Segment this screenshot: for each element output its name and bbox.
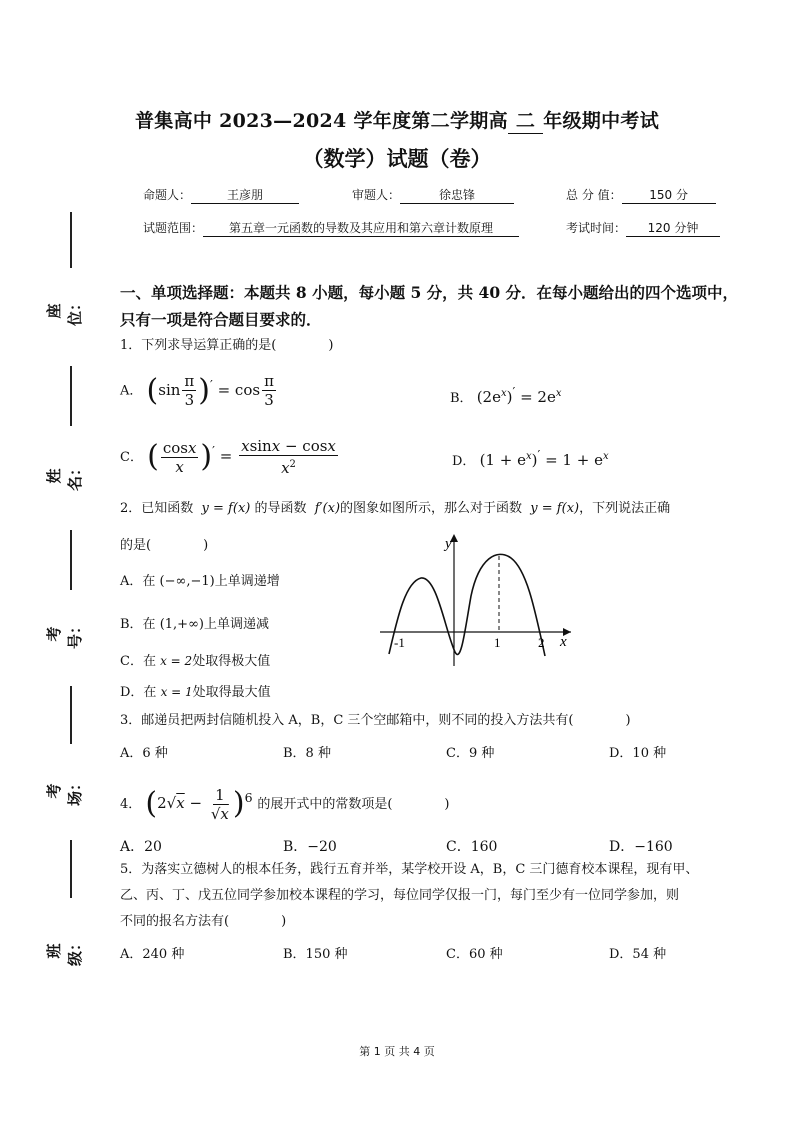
q2-stem-post: ，下列说法正确 xyxy=(579,501,671,516)
q2-a-label: A．在 xyxy=(120,574,156,589)
q1-option-a[interactable] xyxy=(120,372,278,409)
scope-field xyxy=(143,219,519,237)
side-rule xyxy=(70,840,72,898)
q2-stem-pre: 2．已知函数 xyxy=(120,501,194,516)
scope-label: 试题范围： xyxy=(143,221,204,235)
reviewer-value: 徐忠锋 xyxy=(400,186,514,204)
derivative-curve xyxy=(389,554,545,656)
section-heading xyxy=(120,279,740,333)
q2-stem-mid1: 的导函数 xyxy=(254,501,307,516)
q4-expression: (2√x − $\frac{1}{√x}$ )$^6$ xyxy=(145,785,253,823)
q1-c-label: C． xyxy=(120,450,143,465)
scope-value: 第五章一元函数的导数及其应用和第六章计数原理 xyxy=(203,219,519,237)
q2-option-d[interactable] xyxy=(120,681,271,700)
q2-b-label: B．在 xyxy=(120,617,156,632)
q4-option-d[interactable]: D．−160 xyxy=(609,839,673,855)
exam-room-label: 考场： xyxy=(45,776,84,807)
q4-stem-post: 的展开式中的常数项是( ) xyxy=(257,797,450,812)
reviewer-label: 审题人： xyxy=(352,188,401,202)
q1-option-d[interactable] xyxy=(452,447,609,469)
q5-stem xyxy=(120,857,750,935)
q5-line3: 不同的报名方法有( ) xyxy=(120,914,287,929)
seat-label: 座位： xyxy=(45,296,84,327)
exam-title xyxy=(0,106,794,134)
q3-option-b[interactable]: B．8 种 xyxy=(283,746,331,761)
side-rule xyxy=(70,366,72,426)
q4-num: 4． xyxy=(120,797,142,812)
time-field xyxy=(566,219,720,237)
q2-option-c[interactable] xyxy=(120,650,270,669)
title-grade: 二 xyxy=(508,106,543,134)
time-value: 120 分钟 xyxy=(626,219,720,237)
q1-d-formula: $(1 + e^x)' = 1 + e^x$ xyxy=(479,447,609,469)
q4-option-b[interactable]: B．−20 xyxy=(283,839,337,855)
tick-2: 2 xyxy=(538,635,545,650)
q1-d-label: D． xyxy=(452,454,476,469)
section-heading-line2: 只有一项是符合题目要求的． xyxy=(120,310,322,329)
q3-stem: 3．邮递员把两封信随机投入 A，B，C 三个空邮箱中，则不同的投入方法共有( ) xyxy=(120,713,631,728)
q1-a-formula: (sin $\frac{\pi}{3}$ )′ = cos $\frac{\pi}{3}$ xyxy=(146,372,274,409)
side-rule xyxy=(70,530,72,590)
q3-option-c[interactable]: C．9 种 xyxy=(446,746,495,761)
tick-neg1: -1 xyxy=(394,635,405,650)
author-field xyxy=(143,186,299,204)
title-prefix: 普集高中 2023—2024 学年度第二学期高 xyxy=(134,110,508,132)
title-suffix: 年级期中考试 xyxy=(543,110,660,132)
time-label: 考试时间： xyxy=(566,221,627,235)
q4-option-a[interactable]: A．20 xyxy=(120,839,162,855)
score-value: 150 分 xyxy=(622,186,716,204)
q1-option-b[interactable] xyxy=(450,384,562,406)
q2-stem-mid2: 的图象如图所示，那么对于函数 xyxy=(340,501,523,516)
q2-b-text: 上单调递减 xyxy=(203,617,269,632)
q2-a-text: 上单调递增 xyxy=(214,574,280,589)
q2-stem-line2: 的是( ) xyxy=(120,538,209,553)
score-label: 总 分 值： xyxy=(566,188,622,202)
q5-option-b[interactable]: B．150 种 xyxy=(283,947,348,962)
reviewer-field xyxy=(352,186,514,204)
q5-option-d[interactable]: D．54 种 xyxy=(609,947,667,962)
q1-a-label: A． xyxy=(120,383,143,399)
q1-b-formula: $(2e^x)' = 2e^x$ xyxy=(476,384,562,406)
q2-a-interval: (−∞,−1) xyxy=(159,574,215,589)
q4-exponent: 6 xyxy=(244,790,253,805)
q2-d-cond: x = 1 xyxy=(160,685,193,699)
q2-d-text: 处取得最大值 xyxy=(192,685,271,700)
q3-option-a[interactable]: A．6 种 xyxy=(120,746,168,761)
q1-stem: 1．下列求导运算正确的是( ) xyxy=(120,338,334,353)
author-value: 王彦朋 xyxy=(191,186,299,204)
q5-line2: 乙、丙、丁、戊五位同学参加校本课程的学习，每位同学仅报一门，每门至少有一位同学参加，则 xyxy=(120,888,680,903)
q2-option-a[interactable] xyxy=(120,570,280,589)
q2-c-cond: x = 2 xyxy=(160,654,193,668)
q5-option-a[interactable]: A．240 种 xyxy=(120,947,185,962)
q2-deriv: f′(x) xyxy=(310,501,341,516)
q4-option-c[interactable]: C．160 xyxy=(446,839,498,855)
exam-subtitle: （数学）试题（卷） xyxy=(302,146,492,171)
q2-c-text: 处取得极大值 xyxy=(192,654,271,669)
q2-derivative-graph xyxy=(375,530,575,670)
name-label: 姓名： xyxy=(45,461,84,492)
side-rule xyxy=(70,212,72,268)
class-label: 班级： xyxy=(45,936,84,967)
q2-option-b[interactable] xyxy=(120,613,269,632)
q1-option-c[interactable] xyxy=(120,437,340,477)
side-rule xyxy=(70,686,72,744)
q5-line1: 5．为落实立德树人的根本任务，践行五育并举，某学校开设 A，B，C 三门德育校本课程，现有甲、 xyxy=(120,862,699,877)
author-label: 命题人： xyxy=(143,188,192,202)
q2-b-interval: (1,+∞) xyxy=(159,617,204,632)
section-heading-line1: 一、单项选择题：本题共 8 小题，每小题 5 分，共 40 分．在每小题给出的四个选项中， xyxy=(120,283,739,302)
score-field xyxy=(566,186,716,204)
q1-c-formula: ( $\frac{\cos x}{x}$ )′ = $\frac{xsinx - \cos x}{x^2}$ xyxy=(147,437,336,477)
page-footer: 第 1 页 共 4 页 xyxy=(359,1045,435,1058)
q2-stem xyxy=(120,496,750,522)
exam-number-label: 考号： xyxy=(45,619,84,650)
q2-d-label: D．在 xyxy=(120,685,157,700)
y-label: y xyxy=(445,536,452,552)
tick-1: 1 xyxy=(494,635,501,650)
q2-func: y = f(x) xyxy=(197,501,251,516)
q3-option-d[interactable]: D．10 种 xyxy=(609,746,667,761)
q4-stem xyxy=(120,778,750,825)
q2-c-label: C．在 xyxy=(120,654,156,669)
q5-option-c[interactable]: C．60 种 xyxy=(446,947,503,962)
q2-func-2: y = f(x) xyxy=(526,501,580,516)
q1-b-label: B． xyxy=(450,391,473,406)
x-label: x xyxy=(560,634,567,650)
